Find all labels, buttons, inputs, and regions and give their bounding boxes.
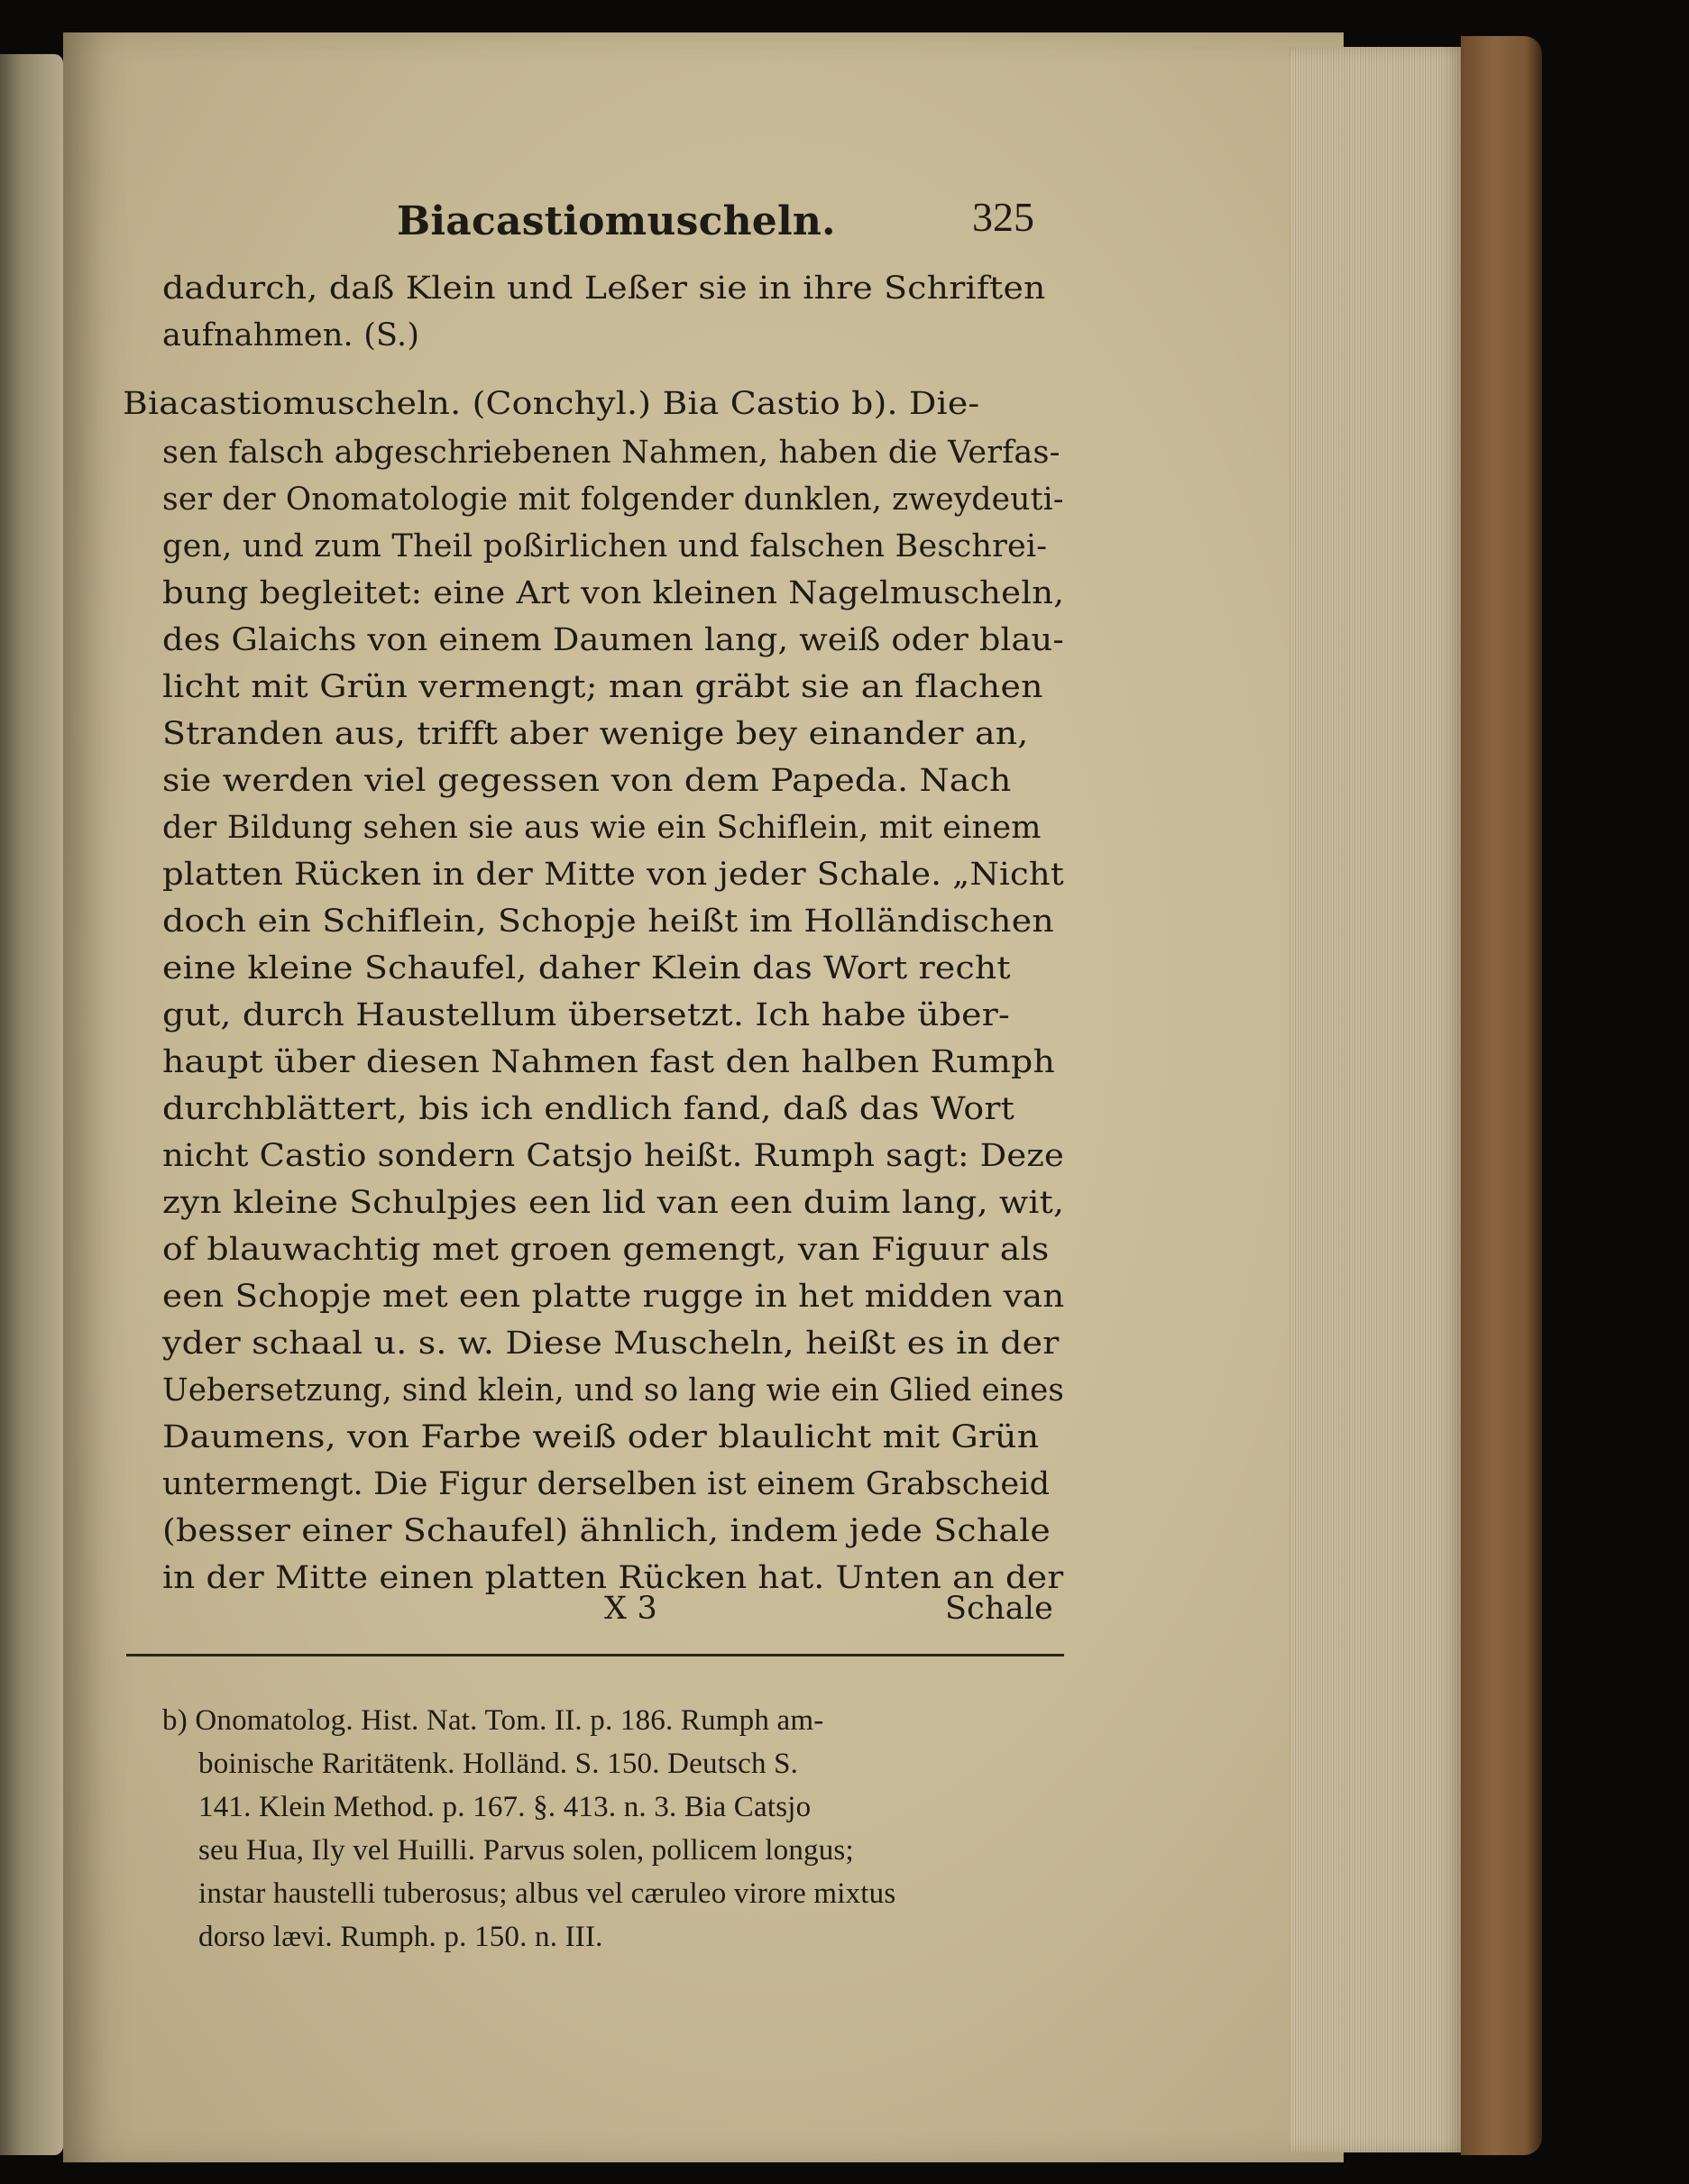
body-line: yder schaal u. s. w. Diese Muscheln, heißt es in der: [162, 1326, 1060, 1362]
body-line: sie werden viel gegessen von dem Papeda. Nach: [162, 763, 1012, 799]
body-line: Biacastiomuscheln. (Conchyl.) Bia Castio b). Die-: [123, 386, 980, 422]
body-line: haupt über diesen Nahmen fast den halben Rumph: [162, 1044, 1056, 1080]
body-line: eine kleine Schaufel, daher Klein das Wort recht: [162, 950, 1011, 986]
body-line: of blauwachtig met groen gemengt, van Figuur als: [162, 1232, 1050, 1268]
footnote-line: 141. Klein Method. p. 167. §. 413. n. 3. Bia Catsjo: [198, 1791, 812, 1823]
catchword: Schale: [945, 1591, 1054, 1627]
body-line: des Glaichs von einem Daumen lang, weiß oder blau-: [162, 622, 1064, 658]
footnote-line: b) Onomatolog. Hist. Nat. Tom. II. p. 186. Rumph am-: [162, 1704, 824, 1737]
footnote-line: dorso lævi. Rumph. p. 150. n. III.: [198, 1921, 603, 1953]
book-cover: [1461, 36, 1542, 2155]
body-line: Uebersetzung, sind klein, und so lang wie ein Glied eines: [162, 1372, 1065, 1409]
body-line: platten Rücken in der Mitte von jeder Schale. „Nicht: [162, 857, 1064, 893]
running-title: Biacastiomuscheln.: [397, 198, 836, 244]
body-line: untermengt. Die Figur derselben ist einem Grabscheid: [162, 1466, 1051, 1502]
body-line: sen falsch abgeschriebenen Nahmen, haben die Verfas-: [162, 435, 1060, 471]
body-line: aufnahmen. (S.): [162, 317, 420, 353]
body-line: der Bildung sehen sie aus wie ein Schiflein, mit einem: [162, 810, 1042, 846]
body-line: ser der Onomatologie mit folgender dunklen, zweydeuti-: [162, 482, 1064, 518]
left-page-edge: [0, 54, 63, 2155]
body-line: bung begleitet: eine Art von kleinen Nagelmuscheln,: [162, 575, 1065, 611]
body-line: gut, durch Haustellum übersetzt. Ich habe über-: [162, 997, 1011, 1033]
body-line: (besser einer Schaufel) ähnlich, indem jede Schale: [162, 1513, 1051, 1549]
body-line: Daumens, von Farbe weiß oder blaulicht mit Grün: [162, 1419, 1040, 1455]
body-line: Stranden aus, trifft aber wenige bey einander an,: [162, 716, 1029, 752]
page-edges: [1290, 47, 1470, 2152]
footnote-rule: [126, 1654, 1064, 1656]
footnote-line: instar haustelli tuberosus; albus vel cæruleo virore mixtus: [198, 1877, 896, 1910]
body-line: durchblättert, bis ich endlich fand, daß das Wort: [162, 1091, 1015, 1127]
body-line: dadurch, daß Klein und Leßer sie in ihre Schriften: [162, 271, 1046, 307]
body-line: gen, und zum Theil poßirlichen und falschen Beschrei-: [162, 528, 1048, 564]
body-line: licht mit Grün vermengt; man gräbt sie an flachen: [162, 669, 1043, 705]
footnote-line: seu Hua, Ily vel Huilli. Parvus solen, pollicem longus;: [198, 1834, 854, 1867]
footnote-line: boinische Raritätenk. Holländ. S. 150. Deutsch S.: [198, 1748, 799, 1780]
body-line: in der Mitte einen platten Rücken hat. Unten an der: [162, 1560, 1064, 1596]
page-number: 325: [972, 194, 1034, 240]
body-line: doch ein Schiflein, Schopje heißt im Holländischen: [162, 904, 1054, 940]
signature-mark: X 3: [604, 1591, 657, 1627]
body-line: nicht Castio sondern Catsjo heißt. Rumph sagt: Deze: [162, 1138, 1065, 1174]
body-line: zyn kleine Schulpjes een lid van een duim lang, wit,: [162, 1185, 1065, 1221]
body-line: een Schopje met een platte rugge in het midden van: [162, 1279, 1065, 1315]
